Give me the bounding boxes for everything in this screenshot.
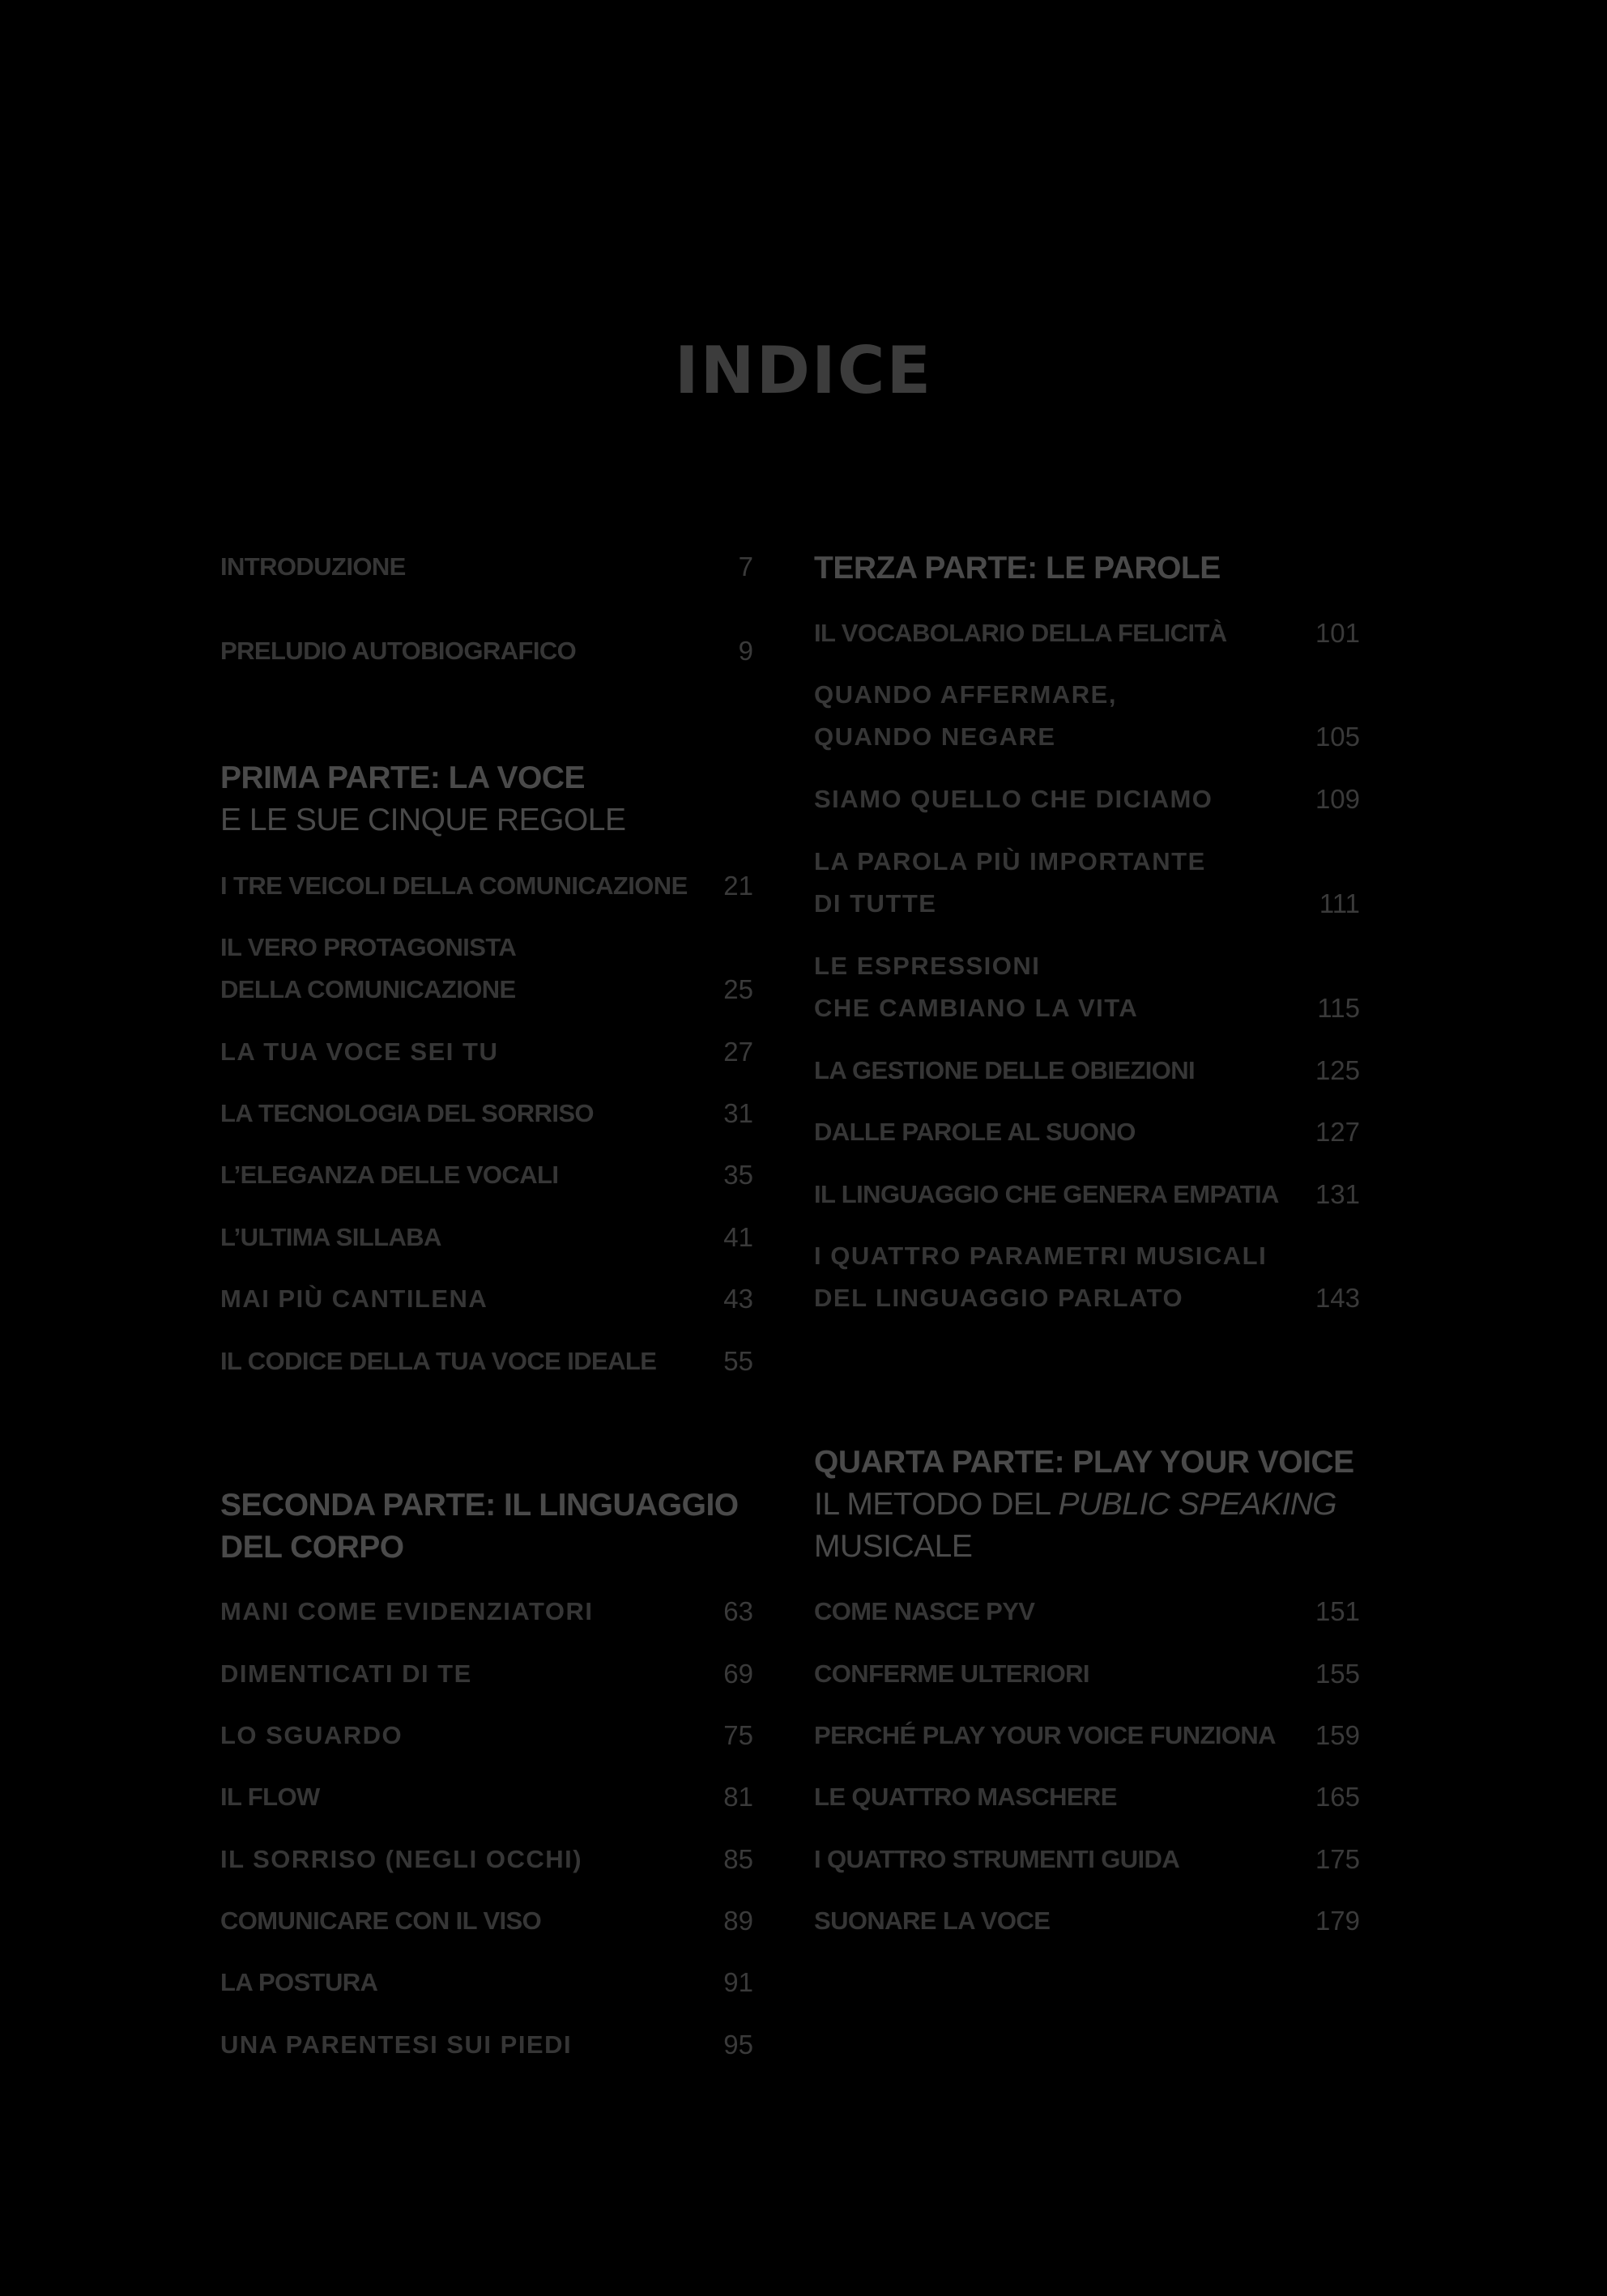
toc-entry-label: DALLE PAROLE AL SUONO: [814, 1118, 1136, 1146]
toc-entry-page: 89: [723, 1906, 753, 1936]
toc-entry-label: IL SORRISO (NEGLI OCCHI): [220, 1845, 583, 1873]
toc-entry-label: SUONARE LA VOCE: [814, 1906, 1051, 1935]
toc-entry-label: COMUNICARE CON IL VISO: [220, 1906, 542, 1935]
toc-entry-label: L’ELEGANZA DELLE VOCALI: [220, 1161, 559, 1189]
toc-entry[interactable]: [220, 1962, 753, 2004]
page-title: INDICE: [674, 333, 933, 408]
toc-entry[interactable]: [220, 1591, 753, 1633]
toc-entry-page: 175: [1315, 1844, 1360, 1874]
toc-entry-page: 155: [1315, 1659, 1360, 1689]
toc-entry[interactable]: [814, 612, 1360, 654]
toc-entry[interactable]: [220, 1340, 753, 1382]
toc-entry[interactable]: [220, 1776, 753, 1818]
toc-entry-page: 81: [723, 1782, 753, 1812]
section-subtitle: E LE SUE CINQUE REGOLE: [220, 803, 626, 837]
toc-entry-page: 35: [723, 1160, 753, 1190]
section-heading-seconda: [220, 1485, 753, 1569]
toc-entry-page: 151: [1315, 1596, 1360, 1626]
toc-entry-page: 27: [723, 1037, 753, 1067]
toc-entry[interactable]: [814, 1050, 1360, 1092]
toc-entry-label: I QUATTRO PARAMETRI MUSICALI DEL LINGUAGGIO PARLATO: [814, 1242, 1268, 1312]
section-heading-prima: [220, 757, 753, 841]
toc-entry-label: MANI COME EVIDENZIATORI: [220, 1597, 594, 1625]
toc-entry[interactable]: [220, 2024, 753, 2066]
toc-entry-page: 41: [723, 1222, 753, 1252]
toc-entry-page: 75: [723, 1720, 753, 1750]
toc-entry-label: IL CODICE DELLA TUA VOCE IDEALE: [220, 1347, 657, 1375]
toc-entry-label: UNA PARENTESI SUI PIEDI: [220, 2030, 573, 2059]
toc-entry[interactable]: [814, 841, 1360, 925]
toc-entry-page: 63: [723, 1596, 753, 1626]
toc-entry[interactable]: [814, 1838, 1360, 1881]
toc-entry[interactable]: [220, 1093, 753, 1135]
toc-entry-page: 55: [723, 1346, 753, 1376]
toc-entry[interactable]: [220, 1216, 753, 1259]
toc-entry-label: PERCHÉ PLAY YOUR VOICE FUNZIONA: [814, 1721, 1276, 1749]
toc-entry-page: 21: [723, 871, 753, 901]
toc-entry-label: MAI PIÙ CANTILENA: [220, 1284, 488, 1313]
toc-entry-label: CONFERME ULTERIORI: [814, 1659, 1089, 1688]
toc-entry[interactable]: [220, 865, 753, 907]
toc-entry[interactable]: [814, 945, 1360, 1029]
toc-entry-page: 179: [1315, 1906, 1360, 1936]
toc-entry-label: DIMENTICATI DI TE: [220, 1659, 472, 1688]
toc-entry-page: 159: [1315, 1720, 1360, 1750]
toc-entry-page: 115: [1317, 993, 1360, 1023]
toc-entry-label: IL VERO PROTAGONISTA DELLA COMUNICAZIONE: [220, 933, 517, 1003]
toc-entry-page: 143: [1315, 1283, 1360, 1313]
section-subtitle-part: IL METODO DEL: [814, 1487, 1059, 1522]
toc-entry-label: LA TECNOLOGIA DEL SORRISO: [220, 1099, 594, 1127]
section-subtitle-line2: MUSICALE: [814, 1529, 973, 1564]
toc-entry-label: LA TUA VOCE SEI TU: [220, 1037, 499, 1066]
section-subtitle-italic: PUBLIC SPEAKING: [1058, 1487, 1337, 1522]
section-title: TERZA PARTE: LE PAROLE: [814, 551, 1221, 586]
toc-entry-label: IL FLOW: [220, 1783, 320, 1811]
toc-entry-page: 31: [723, 1098, 753, 1128]
toc-entry[interactable]: [220, 630, 753, 672]
toc-entry[interactable]: [220, 1715, 753, 1757]
section-heading-terza: [814, 547, 1360, 590]
toc-entry[interactable]: [220, 1278, 753, 1320]
toc-entry-page: 101: [1315, 618, 1360, 648]
toc-entry-label: LA GESTIONE DELLE OBIEZIONI: [814, 1056, 1196, 1084]
toc-entry-page: 7: [738, 552, 753, 581]
toc-entry-label: L’ULTIMA SILLABA: [220, 1223, 441, 1251]
toc-entry-label: IL LINGUAGGIO CHE GENERA EMPATIA: [814, 1180, 1279, 1208]
toc-entry[interactable]: [814, 1715, 1360, 1757]
toc-entry[interactable]: [814, 778, 1360, 820]
section-title: QUARTA PARTE: PLAY YOUR VOICE: [814, 1445, 1354, 1480]
toc-entry-label: I QUATTRO STRUMENTI GUIDA: [814, 1845, 1180, 1873]
toc-entry-label: LA POSTURA: [220, 1968, 378, 1996]
toc-entry-label: COME NASCE PYV: [814, 1597, 1035, 1625]
toc-entry-page: 43: [723, 1284, 753, 1314]
toc-entry-page: 125: [1315, 1055, 1360, 1085]
toc-entry-page: 109: [1315, 784, 1360, 814]
toc-entry-page: 95: [723, 2030, 753, 2060]
toc-entry-page: 25: [723, 974, 753, 1004]
section-title: SECONDA PARTE: IL LINGUAGGIO DEL CORPO: [220, 1488, 739, 1565]
toc-entry[interactable]: [814, 1111, 1360, 1153]
toc-entry[interactable]: [814, 1900, 1360, 1942]
toc-entry-label: IL VOCABOLARIO DELLA FELICITÀ: [814, 619, 1227, 647]
toc-entry[interactable]: [220, 926, 753, 1011]
toc-entry-page: 127: [1315, 1117, 1360, 1147]
toc-entry[interactable]: [814, 1174, 1360, 1216]
toc-entry-label: LA PAROLA PIÙ IMPORTANTE DI TUTTE: [814, 847, 1206, 918]
toc-entry[interactable]: [220, 1154, 753, 1196]
toc-entry-page: 69: [723, 1659, 753, 1689]
toc-entry-label: QUANDO AFFERMARE, QUANDO NEGARE: [814, 680, 1117, 751]
toc-entry[interactable]: [220, 1838, 753, 1881]
toc-entry[interactable]: [220, 1031, 753, 1073]
toc-entry[interactable]: [814, 1591, 1360, 1633]
toc-entry-page: 9: [738, 636, 753, 666]
toc-entry-label: LE QUATTRO MASCHERE: [814, 1783, 1117, 1811]
toc-entry[interactable]: [220, 1900, 753, 1942]
toc-entry[interactable]: [220, 546, 753, 588]
toc-entry-label: LO SGUARDO: [220, 1721, 403, 1749]
toc-entry[interactable]: [814, 674, 1360, 758]
toc-entry[interactable]: [814, 1776, 1360, 1818]
toc-entry-page: 165: [1315, 1782, 1360, 1812]
section-subtitle: [814, 1484, 1360, 1526]
toc-entry[interactable]: [220, 1653, 753, 1695]
toc-entry-page: 91: [723, 1967, 753, 1997]
toc-entry-page: 85: [723, 1844, 753, 1874]
toc-entry-page: 105: [1315, 722, 1360, 752]
toc-entry-label: LE ESPRESSIONI CHE CAMBIANO LA VITA: [814, 952, 1139, 1022]
section-title: PRIMA PARTE: LA VOCE: [220, 760, 586, 795]
toc-entry[interactable]: [814, 1235, 1360, 1319]
toc-entry-page: 111: [1319, 888, 1360, 918]
toc-entry-page: 131: [1315, 1179, 1360, 1209]
toc-entry-label: I TRE VEICOLI DELLA COMUNICAZIONE: [220, 871, 688, 900]
toc-entry[interactable]: [814, 1653, 1360, 1695]
section-heading-quarta: [814, 1442, 1360, 1568]
toc-entry-label: PRELUDIO AUTOBIOGRAFICO: [220, 637, 577, 665]
toc-entry-label: SIAMO QUELLO CHE DICIAMO: [814, 785, 1213, 813]
toc-entry-label: INTRODUZIONE: [220, 552, 406, 581]
